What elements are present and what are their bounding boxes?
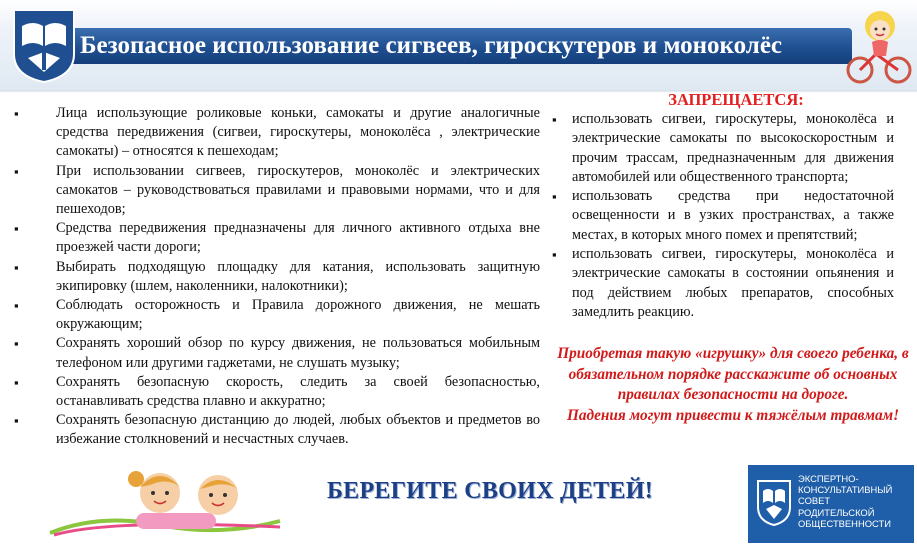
- list-item: ▪ Средства передвижения предназначены для личного активного отдыха вне проезжей части дороги;: [14, 220, 540, 256]
- girl-on-bike-illustration: [842, 4, 914, 88]
- bullet-icon: ▪: [552, 247, 557, 263]
- book-shield-logo-icon: [8, 6, 80, 84]
- bullet-icon: ▪: [14, 163, 19, 179]
- warning-text: Приобретая такую «игрушку» для своего ребенка, в обязательном порядке расскажите об основных правилах безопасности на дороге.: [557, 345, 909, 403]
- warning-note: [556, 344, 910, 426]
- bullet-icon: ▪: [552, 189, 557, 205]
- injury-warning-text: Падения могут привести к тяжёлым травмам!: [566, 406, 900, 424]
- list-item: ▪ использовать сигвеи, гироскутеры, моноколёса и электрические самокаты в состоянии опьянения и под действием любых препаратов, способных замедлить реакцию.: [552, 246, 894, 320]
- rules-list: [14, 104, 540, 450]
- forbidden-heading: ЗАПРЕЩАЕТСЯ:: [668, 90, 804, 109]
- council-name: ЭКСПЕРТНО- КОНСУЛЬТАТИВНЫЙ СОВЕТ РОДИТЕЛЬСКОЙ ОБЩЕСТВЕННОСТИ: [798, 473, 893, 529]
- bullet-icon: ▪: [14, 221, 19, 237]
- book-shield-logo-icon: [754, 477, 794, 529]
- bullet-icon: ▪: [14, 259, 19, 275]
- bullet-icon: ▪: [14, 298, 19, 314]
- list-item: ▪ При использовании сигвеев, гироскутеров, моноколёс и электрических самокатов – руководствоваться правилами и правовыми нормами, что и для пешеходов;: [14, 162, 540, 218]
- bullet-icon: ▪: [14, 374, 19, 390]
- slogan: БЕРЕГИТЕ СВОИХ ДЕТЕЙ!: [327, 478, 653, 504]
- list-item: ▪ Сохранять безопасную скорость, следить за своей безопасностью, останавливать средства плавно и аккуратно;: [14, 373, 540, 410]
- list-item: ▪ Лица использующие роликовые коньки, самокаты и другие аналогичные средства передвижения (сигвеи, гироскутеры, моноколёса , электрические самокаты) – относятся к пешеходам;: [14, 105, 540, 160]
- council-badge: [748, 465, 914, 543]
- list-item: ▪ использовать средства при недостаточной освещенности и в узких пространствах, а также местах, в которых много помех и препятствий;: [552, 188, 894, 243]
- two-kids-illustration: [40, 455, 290, 540]
- bullet-icon: ▪: [14, 336, 19, 352]
- list-item: ▪ Соблюдать осторожность и Правила дорожного движения, не мешать окружающим;: [14, 297, 540, 333]
- bullet-icon: ▪: [552, 112, 557, 127]
- list-item: ▪ использовать сигвеи, гироскутеры, моноколёса и электрические самокаты по высокоскоростным и прочим трассам, предназначенным для движения автомобилей или общественного транспорта;: [552, 111, 894, 185]
- list-item: ▪ Сохранять хороший обзор по курсу движения, не пользоваться мобильным телефоном или другими гаджетами, не слушать музыку;: [14, 335, 540, 371]
- bullet-icon: ▪: [14, 106, 19, 121]
- bullet-icon: ▪: [14, 413, 19, 429]
- list-item: ▪ Сохранять безопасную дистанцию до людей, любых объектов и предметов во избежание столкновений и несчастных случаев.: [14, 412, 540, 448]
- page-title: Безопасное использование сигвеев, гироскутеров и моноколёс: [80, 32, 783, 59]
- forbidden-list: [552, 110, 894, 322]
- list-item: ▪ Выбирать подходящую площадку для катания, использовать защитную экипировку (шлем, наколенники, налокотники);: [14, 258, 540, 294]
